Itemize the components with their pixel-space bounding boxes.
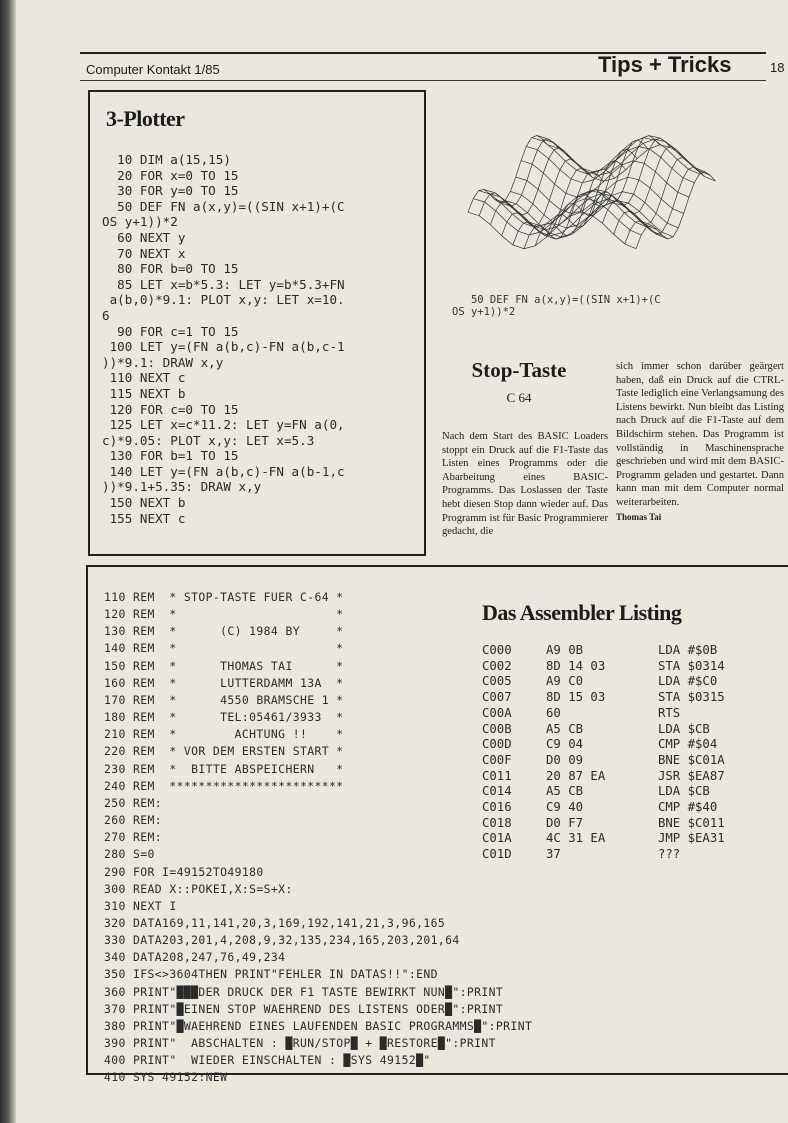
code-line: 280 S=0 bbox=[104, 847, 155, 862]
assembler-instruction: STA $0315 bbox=[658, 690, 725, 705]
assembler-row bbox=[482, 643, 725, 659]
assembler-instruction: CMP #$04 bbox=[658, 737, 718, 752]
plot-grid-line bbox=[490, 148, 570, 225]
code-line: a(b,0)*9.1: PLOT x,y: LET x=10. bbox=[102, 292, 345, 308]
assembler-bytes: C9 04 bbox=[546, 737, 584, 752]
plot-caption-line-2: OS y+1))*2 bbox=[452, 306, 516, 318]
assembler-address: C018 bbox=[482, 815, 512, 830]
code-line: 155 NEXT c bbox=[102, 510, 186, 526]
code-line: 380 PRINT"█WAEHREND EINES LAUFENDEN BASIC PROGRAMMS█":PRINT bbox=[104, 1018, 533, 1033]
assembler-row bbox=[482, 831, 725, 847]
code-line: 30 FOR y=0 TO 15 bbox=[102, 183, 239, 199]
code-line: 220 REM * VOR DEM ERSTEN START * bbox=[104, 744, 344, 759]
assembler-instruction: JSR $EA87 bbox=[658, 768, 725, 783]
code-line: 10 DIM a(15,15) bbox=[102, 152, 231, 167]
plot-grid-line bbox=[502, 159, 581, 236]
stop-article-column-1: Nach dem Start des BASIC Loaders stoppt ein Druck auf die F1-Taste das Listen eines Programms oder die Abarbeitung eines BASIC-Programms. Das Loslassen der Taste hebt diesen Stop dann wieder auf. Das Programm ist für Basic Programmierer gedacht, die bbox=[442, 431, 608, 538]
code-line: 270 REM: bbox=[104, 830, 163, 845]
assembler-row bbox=[482, 800, 725, 816]
plot-grid-line bbox=[542, 139, 710, 175]
code-line: 80 FOR b=0 TO 15 bbox=[102, 261, 239, 277]
assembler-instruction: JMP $EA31 bbox=[658, 831, 725, 846]
assembler-instruction: ??? bbox=[658, 847, 681, 862]
header-rule bbox=[80, 80, 766, 81]
code-line: 370 PRINT"█EINEN STOP WAEHREND DES LISTENS ODER█":PRINT bbox=[104, 1001, 504, 1016]
assembler-address: C014 bbox=[482, 784, 512, 799]
code-line: ))*9.1: DRAW x,y bbox=[102, 354, 224, 370]
code-line: 150 NEXT b bbox=[102, 495, 186, 511]
code-line: 170 REM * 4550 BRAMSCHE 1 * bbox=[104, 692, 344, 707]
assembler-bytes: 8D 14 03 bbox=[546, 658, 606, 673]
code-line: 125 LET x=c*11.2: LET y=FN a(0, bbox=[102, 417, 345, 433]
code-line: 390 PRINT" ABSCHALTEN : █RUN/STOP█ + █RESTORE█":PRINT bbox=[104, 1036, 496, 1051]
code-line: 50 DEF FN a(x,y)=((SIN x+1)+(C bbox=[102, 198, 345, 214]
code-line: 160 REM * LUTTERDAMM 13A * bbox=[104, 675, 344, 690]
assembler-bytes: C9 40 bbox=[546, 800, 584, 815]
plotter-code-listing bbox=[102, 152, 345, 526]
article-author: Thomas Tai bbox=[616, 511, 662, 522]
assembler-instruction: LDA $CB bbox=[658, 784, 710, 799]
code-line: 20 FOR x=0 TO 15 bbox=[102, 167, 239, 183]
assembler-row bbox=[482, 706, 725, 722]
code-line: 320 DATA169,11,141,20,3,169,192,141,21,3,96,165 bbox=[104, 915, 446, 930]
code-line: 140 LET y=(FN a(b,c)-FN a(b-1,c bbox=[102, 463, 345, 479]
code-line: OS y+1))*2 bbox=[102, 214, 178, 230]
assembler-address: C011 bbox=[482, 768, 512, 783]
code-line: 70 NEXT x bbox=[102, 245, 186, 261]
code-line: 240 REM ************************ bbox=[104, 778, 344, 793]
assembler-address: C000 bbox=[482, 643, 512, 657]
assembler-instruction: LDA #$C0 bbox=[658, 674, 718, 689]
plot-caption bbox=[452, 294, 661, 318]
code-line: 60 NEXT y bbox=[102, 229, 186, 245]
assembler-address: C016 bbox=[482, 800, 512, 815]
plot-grid-line bbox=[625, 167, 705, 244]
page-spine-shadow bbox=[0, 0, 16, 1123]
assembler-title: Das Assembler Listing bbox=[482, 600, 682, 625]
stop-listing-box bbox=[86, 565, 788, 1085]
assembler-address: C01A bbox=[482, 831, 512, 846]
assembler-row bbox=[482, 659, 725, 675]
section-title: Tips + Tricks bbox=[598, 52, 732, 77]
code-line: 130 FOR b=1 TO 15 bbox=[102, 448, 239, 464]
code-line: 6 bbox=[102, 307, 110, 323]
assembler-bytes: D0 09 bbox=[546, 752, 584, 767]
wireframe-plot-illustration bbox=[450, 104, 778, 284]
code-line: 120 REM * * bbox=[104, 607, 344, 622]
assembler-instruction: STA $0314 bbox=[658, 658, 725, 673]
stop-article-column-2-text: sich immer schon darüber geärgert haben, daß ein Druck auf die CTRL-Taste lediglich eine Verlangsamung des Listens bewirkt. Nun bleibt das Listing nach Druck auf die F1-Taste auf dem Bildschirm stehen. Das Programm ist vollständig in Maschinensprache geschrieben und wird mit dem BASIC-Programm geladen und gestartet. Dann kann man mit dem Computer normal weiterarbeiten. bbox=[616, 361, 784, 508]
assembler-row bbox=[482, 847, 725, 863]
stop-article-title: Stop-Taste bbox=[471, 358, 567, 382]
magazine-title: Computer Kontakt 1/85 bbox=[86, 62, 220, 77]
assembler-bytes: A9 0B bbox=[546, 643, 584, 657]
code-line: ))*9.1+5.35: DRAW x,y bbox=[102, 479, 262, 495]
assembler-row bbox=[482, 784, 725, 800]
assembler-row bbox=[482, 816, 725, 832]
assembler-instruction: LDA $CB bbox=[658, 721, 710, 736]
assembler-instruction: CMP #$40 bbox=[658, 800, 718, 815]
assembler-bytes: 20 87 EA bbox=[546, 768, 606, 783]
code-line: 115 NEXT b bbox=[102, 385, 186, 401]
assembler-instruction: BNE $C01A bbox=[658, 752, 725, 767]
assembler-row bbox=[482, 674, 725, 690]
assembler-listing bbox=[482, 643, 725, 863]
code-line: 110 REM * STOP-TASTE FUER C-64 * bbox=[104, 590, 344, 604]
code-line: 340 DATA208,247,76,49,234 bbox=[104, 950, 286, 965]
assembler-address: C00A bbox=[482, 705, 512, 720]
assembler-address: C007 bbox=[482, 690, 512, 705]
assembler-instruction: BNE $C011 bbox=[658, 815, 725, 830]
assembler-row bbox=[482, 737, 725, 753]
assembler-bytes: A5 CB bbox=[546, 784, 584, 799]
assembler-bytes: A5 CB bbox=[546, 721, 584, 736]
plot-grid-line bbox=[479, 139, 559, 216]
assembler-instruction: RTS bbox=[658, 705, 681, 720]
plotter-listing-box bbox=[88, 90, 426, 556]
code-line: 260 REM: bbox=[104, 813, 163, 828]
code-line: 100 LET y=(FN a(b,c)-FN a(b,c-1 bbox=[102, 339, 345, 355]
plot-caption-line-1: 50 DEF FN a(x,y)=((SIN x+1)+(C bbox=[452, 294, 661, 306]
code-line: 310 NEXT I bbox=[104, 898, 177, 913]
code-line: 330 DATA203,201,4,208,9,32,135,234,165,203,201,64 bbox=[104, 933, 460, 948]
stop-article-subtitle: C 64 bbox=[506, 390, 532, 405]
code-line: 360 PRINT"███DER DRUCK DER F1 TASTE BEWIRKT NUN█":PRINT bbox=[104, 984, 504, 999]
assembler-address: C002 bbox=[482, 658, 512, 673]
code-line: c)*9.05: PLOT x,y: LET x=5.3 bbox=[102, 432, 315, 448]
code-line: 140 REM * * bbox=[104, 641, 344, 656]
code-line: 120 FOR c=0 TO 15 bbox=[102, 401, 239, 417]
assembler-address: C01D bbox=[482, 847, 512, 862]
code-line: 250 REM: bbox=[104, 795, 163, 810]
code-line: 110 NEXT c bbox=[102, 370, 186, 386]
code-line: 300 READ X::POKEI,X:S=S+X: bbox=[104, 881, 293, 896]
code-line: 85 LET x=b*5.3: LET y=b*5.3+FN bbox=[102, 276, 345, 292]
assembler-row bbox=[482, 722, 725, 738]
assembler-row bbox=[482, 690, 725, 706]
assembler-address: C005 bbox=[482, 674, 512, 689]
stop-article-column-2 bbox=[616, 360, 784, 524]
code-line: 150 REM * THOMAS TAI * bbox=[104, 658, 344, 673]
assembler-row bbox=[482, 753, 725, 769]
assembler-bytes: 8D 15 03 bbox=[546, 690, 606, 705]
assembler-bytes: D0 F7 bbox=[546, 815, 584, 830]
assembler-bytes: 60 bbox=[546, 705, 561, 720]
page-number: 18 bbox=[770, 60, 785, 75]
assembler-address: C00F bbox=[482, 752, 512, 767]
code-line: 210 REM * ACHTUNG !! * bbox=[104, 727, 344, 742]
assembler-address: C00B bbox=[482, 721, 512, 736]
assembler-bytes: 4C 31 EA bbox=[546, 831, 606, 846]
code-line: 130 REM * (C) 1984 BY * bbox=[104, 624, 344, 639]
plot-grid-line bbox=[532, 138, 700, 174]
plotter-title: 3-Plotter bbox=[106, 106, 185, 131]
code-line: 350 IFS<>3604THEN PRINT"FEHLER IN DATAS!!":END bbox=[104, 967, 438, 982]
code-line: 180 REM * TEL:05461/3933 * bbox=[104, 710, 344, 725]
code-line: 290 FOR I=49152TO49180 bbox=[104, 864, 264, 879]
assembler-instruction: LDA #$0B bbox=[658, 643, 718, 657]
code-line: 230 REM * BITTE ABSPEICHERN * bbox=[104, 761, 344, 776]
stop-code-listing bbox=[104, 589, 532, 1087]
code-line: 90 FOR c=1 TO 15 bbox=[102, 323, 239, 339]
assembler-bytes: A9 C0 bbox=[546, 674, 584, 689]
assembler-row bbox=[482, 769, 725, 785]
code-line: 400 PRINT" WIEDER EINSCHALTEN : █SYS 49152█" bbox=[104, 1053, 431, 1068]
assembler-address: C00D bbox=[482, 737, 512, 752]
assembler-bytes: 37 bbox=[546, 847, 561, 862]
code-line: 410 SYS 49152:NEW bbox=[104, 1070, 228, 1085]
